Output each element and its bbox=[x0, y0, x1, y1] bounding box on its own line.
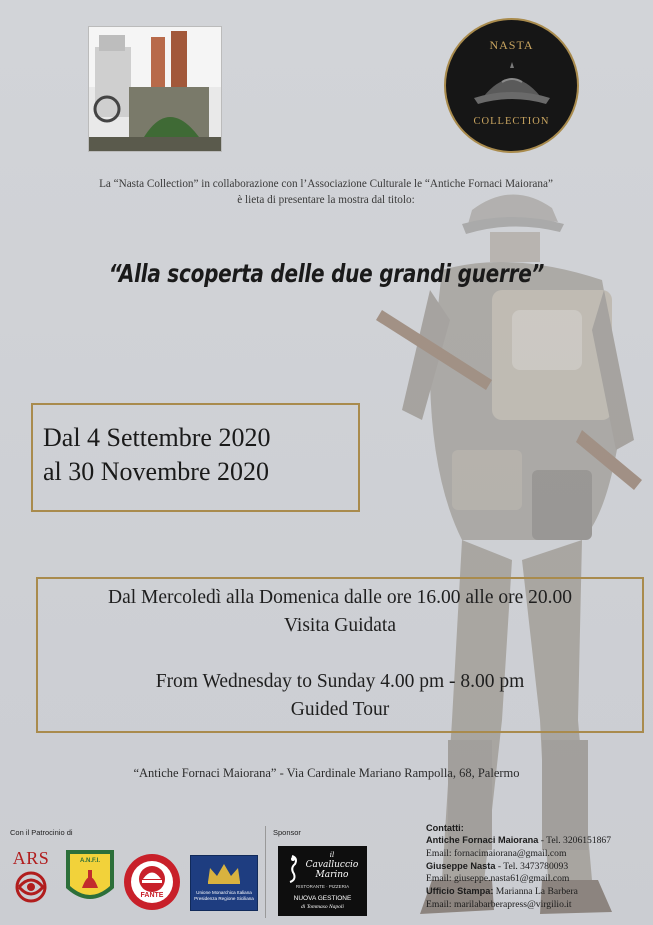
fornaci-photo bbox=[88, 26, 222, 152]
helmet-icon bbox=[472, 62, 552, 112]
contact-3-name: Ufficio Stampa: bbox=[426, 886, 494, 897]
patronage-label: Con il Patrocinio di bbox=[10, 828, 73, 837]
sponsor-name-2: Cavalluccio bbox=[305, 860, 359, 870]
dates-box bbox=[31, 403, 360, 512]
contact-1-tel: - Tel. 3206151867 bbox=[538, 835, 612, 847]
anfi-logo bbox=[64, 848, 116, 910]
intro-line-2: è lieta di presentare la mostra dal titolo: bbox=[237, 194, 415, 206]
logo-top-text: NASTA bbox=[489, 38, 534, 52]
contact-1-name: Antiche Fornaci Maiorana bbox=[426, 835, 539, 846]
nasta-collection-logo bbox=[444, 18, 579, 153]
sponsor-owner: di Tommaso Napoli bbox=[301, 904, 344, 910]
hours-english: From Wednesday to Sunday 4.00 pm - 8.00 pm bbox=[155, 671, 525, 692]
date-start: Dal 4 Settembre 2020 bbox=[43, 423, 271, 452]
date-end: al 30 Novembre 2020 bbox=[43, 457, 270, 486]
contacts-block bbox=[426, 822, 653, 911]
ars-text: ARS bbox=[12, 848, 50, 868]
sponsor-label: Sponsor bbox=[273, 828, 301, 837]
seahorse-icon bbox=[284, 854, 300, 884]
umi-logo bbox=[190, 855, 258, 911]
contact-3-email: Email: marilabarberapress@virgilio.it bbox=[426, 898, 572, 910]
contact-2 bbox=[426, 860, 653, 873]
ars-logo bbox=[8, 848, 54, 910]
logo-bottom-text: COLLECTION bbox=[473, 116, 550, 127]
crown-icon bbox=[204, 860, 244, 886]
intro-line-1: La “Nasta Collection” in collaborazione con l’Associazione Culturale le “Antiche Fornaci Maiorana” bbox=[99, 178, 553, 190]
hours-box bbox=[36, 577, 644, 733]
sponsor-gestione: NUOVA GESTIONE bbox=[293, 895, 352, 902]
umi-line-1: Unione Monarchica Italiana bbox=[196, 890, 252, 895]
contact-2-name: Giuseppe Nasta bbox=[426, 860, 496, 871]
cavalluccio-marino-logo bbox=[278, 846, 367, 916]
venue-address: “Antiche Fornaci Maiorana” - Via Cardinale Mariano Rampolla, 68, Palermo bbox=[133, 766, 520, 780]
contact-3-person: Marianna La Barbera bbox=[493, 886, 578, 898]
tour-italian: Visita Guidata bbox=[283, 615, 396, 636]
umi-line-2: Presidenza Regione Siciliana bbox=[194, 896, 254, 901]
contact-3 bbox=[426, 885, 653, 898]
soldier-illustration bbox=[372, 180, 653, 925]
exhibition-title: “Alla scoperta delle due grandi guerre” bbox=[108, 259, 545, 288]
anfi-text: A.N.F.I. bbox=[79, 858, 101, 864]
tour-english: Guided Tour bbox=[290, 699, 390, 720]
fante-logo bbox=[122, 852, 182, 912]
contact-2-email: Email: giuseppe.nasta61@gmail.com bbox=[426, 873, 570, 885]
contact-2-tel: - Tel. 3473780093 bbox=[495, 860, 569, 872]
contacts-heading: Contatti: bbox=[426, 823, 464, 833]
sponsor-name-1: il bbox=[329, 851, 335, 859]
sponsor-name-3: Marino bbox=[315, 870, 349, 880]
contact-1-email: Email: fornacimaiorana@gmail.com bbox=[426, 847, 567, 859]
sponsor-sub: RISTORANTE · PIZZERIA bbox=[295, 884, 350, 889]
fante-text: FANTE bbox=[140, 892, 164, 899]
intro-text bbox=[20, 176, 632, 208]
section-divider bbox=[265, 826, 266, 918]
hours-italian: Dal Mercoledì alla Domenica dalle ore 16.00 alle ore 20.00 bbox=[107, 587, 573, 608]
contact-1 bbox=[426, 834, 653, 847]
ars-emblem-icon bbox=[11, 869, 51, 905]
